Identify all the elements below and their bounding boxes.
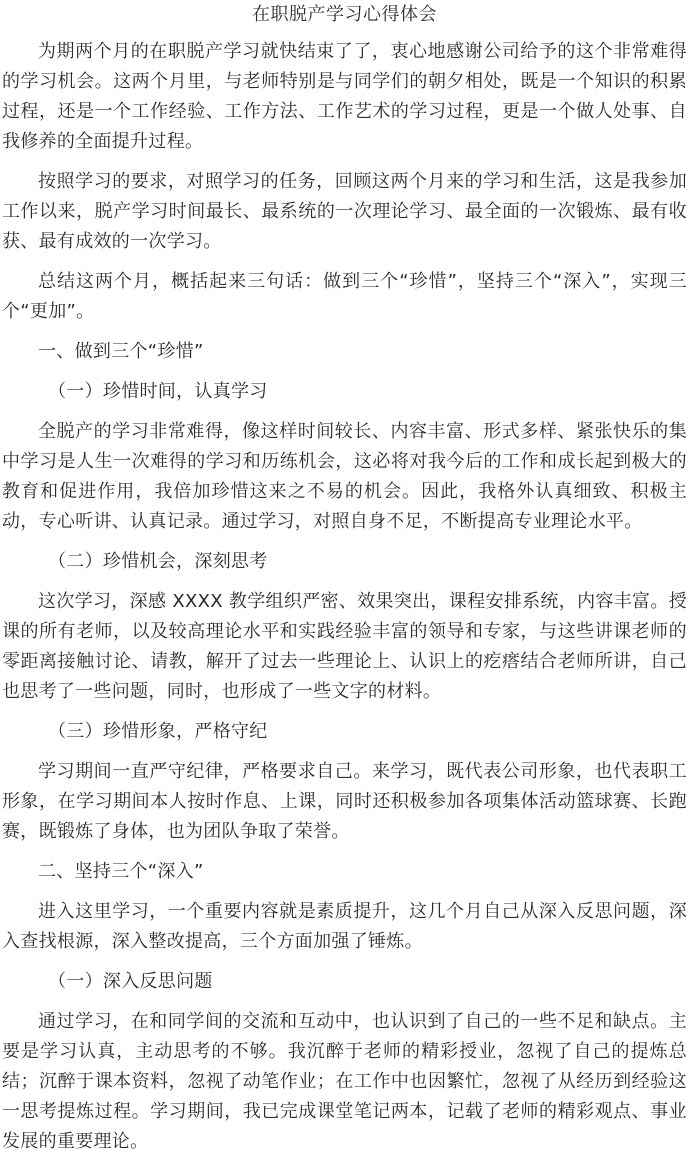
section-heading: 一、做到三个“珍惜” — [38, 341, 204, 362]
paragraph: 按照学习的要求，对照学习的任务，回顾这两个月来的学习和生活，这是我参加工作以来，脱产学习时间最长、最系统的一次理论学习、最全面的一次锻炼、最有收获、最有成效的一次学习。 — [2, 171, 687, 252]
paragraph: 进入这里学习，一个重要内容就是素质提升，这几个月自己从深入反思问题，深入查找根源，深入整改提高，三个方面加强了锤炼。 — [2, 901, 687, 952]
paragraph: 学习期间一直严守纪律，严格要求自己。来学习，既代表公司形象，也代表职工形象，在学习期间本人按时作息、上课，同时还积极参加各项集体活动篮球赛、长跑赛，既锻炼了身体，也为团队争取了荣誉。 — [2, 761, 687, 842]
subsection-heading: （二）珍惜机会，深刻思考 — [48, 551, 268, 572]
paragraph: 这次学习，深感 XXXX 教学组织严密、效果突出，课程安排系统，内容丰富。授课的所有老师，以及较高理论水平和实践经验丰富的领导和专家，与这些讲课老师的零距离接触讨论、请教，解开了过去一些理论上、认识上的疙瘩结合老师所讲，自己也思考了一些问题，同时，也形成了一些文字的材料。 — [2, 591, 687, 702]
paragraph: 全脱产的学习非常难得，像这样时间较长、内容丰富、形式多样、紧张快乐的集中学习是人生一次难得的学习和历练机会，这必将对我今后的工作和成长起到极大的教育和促进作用，我倍加珍惜这来之不易的机会。因此，我格外认真细致、积极主动，专心听讲、认真记录。通过学习，对照自身不足，不断提高专业理论水平。 — [2, 421, 687, 532]
subsection-heading: （三）珍惜形象，严格守纪 — [48, 721, 268, 742]
paragraph: 为期两个月的在职脱产学习就快结束了了，衷心地感谢公司给予的这个非常难得的学习机会。这两个月里，与老师特别是与同学们的朝夕相处，既是一个知识的积累过程，还是一个工作经验、工作方法、工作艺术的学习过程，更是一个做人处事、自我修养的全面提升过程。 — [2, 41, 687, 152]
subsection-heading: （一）珍惜时间，认真学习 — [48, 381, 268, 402]
paragraph: 总结这两个月，概括起来三句话：做到三个“珍惜”，坚持三个“深入”，实现三个“更加”。 — [2, 271, 687, 322]
subsection-heading: （一）深入反思问题 — [48, 971, 213, 992]
document-title: 在职脱产学习心得体会 — [252, 4, 437, 25]
document-page — [0, 3, 693, 1152]
paragraph: 通过学习，在和同学间的交流和互动中，也认识到了自己的一些不足和缺点。主要是学习认真，主动思考的不够。我沉醉于老师的精彩授业，忽视了自己的提炼总结；沉醉于课本资料，忽视了动笔作业；在工作中也因繁忙，忽视了从经历到经验这一思考提炼过程。学习期间，我已完成课堂笔记两本，记载了老师的精彩观点、事业发展的重要理论。 — [2, 1011, 687, 1152]
section-heading: 二、坚持三个“深入” — [38, 861, 204, 882]
